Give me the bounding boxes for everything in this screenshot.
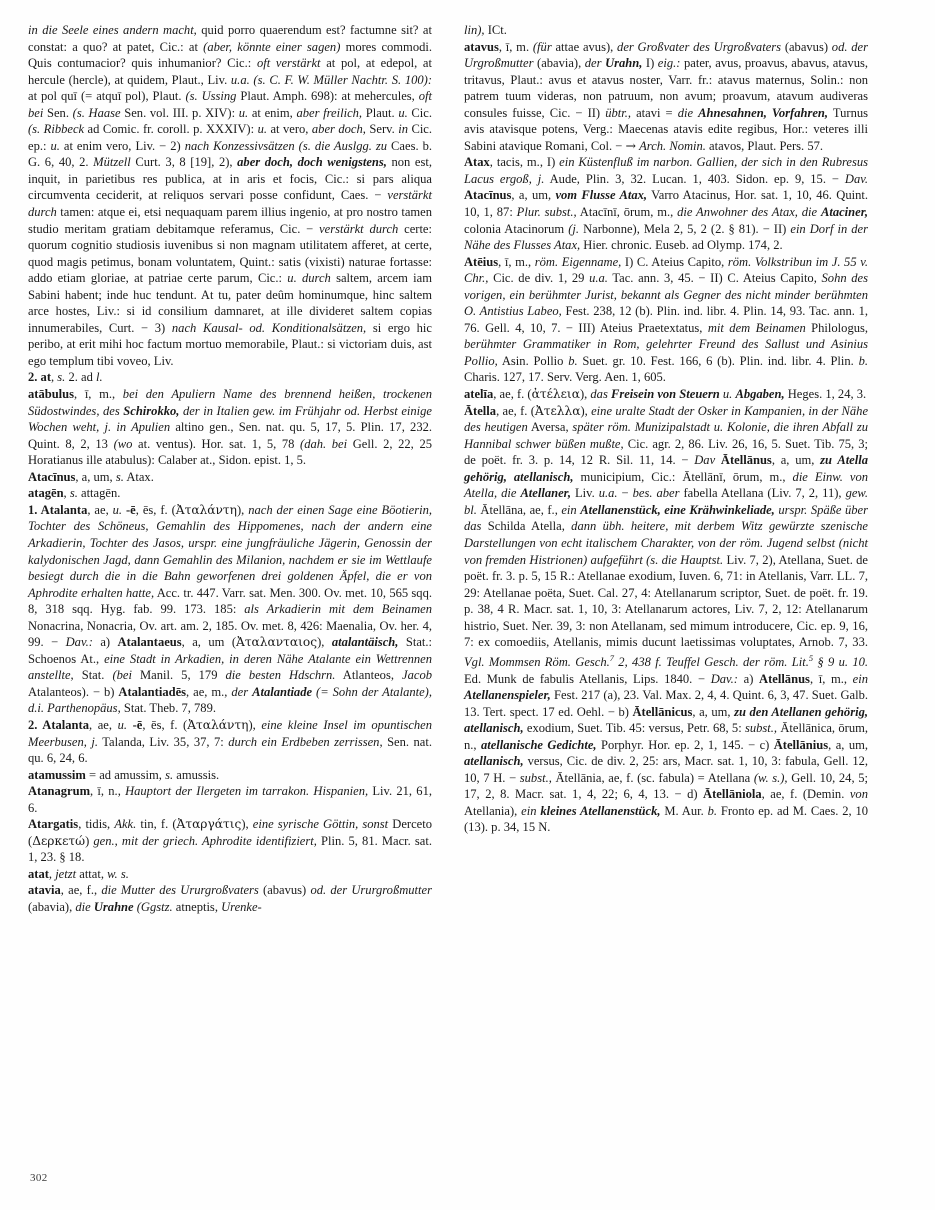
two-column-body: [28, 22, 907, 1152]
right-column: [464, 22, 868, 1152]
entry-atanagrum: Atanagrum, ī, n., Hauptort der Ilergeten im tarrakon. Hispanien, Liv. 21, 61, 6.: [28, 784, 432, 815]
entry-atavia: atavia, ae, f., die Mutter des Ururgroßvaters (abavus) od. der Ururgroßmutter (abavia), die Urahne (Ggstz. atneptis, Urenke-: [28, 883, 432, 914]
page-number: 302: [30, 1172, 48, 1184]
entry-atabulus: atābulus, ī, m., bei den Apuliern Name des brennend heißen, trockenen Südostwindes, des Schirokko, der in Italien gew. im Frühjahr od. Herbst einige Wochen weht, j. in Apulien altino gen., Sen. nat. qu. 5, 17, 5. Plin. 17, 232. Quint. 8, 2, 13 (wo at. ventus). Hor. sat. 1, 5, 78 (dah. bei Gell. 2, 22, 25 Horatianus ille atabulus): Calaber at., Sidon. epist. 1, 5.: [28, 387, 433, 468]
entry-atagen: atagēn, s. attagēn.: [28, 486, 121, 501]
entry-atelia: atelīa, ae, f. (ἀτέλεια), das Freisein von Steuern u. Abgaben, Heges. 1, 24, 3.: [464, 387, 867, 402]
entry-atacinus: Atacīnus, a, um, s. Atax.: [28, 469, 154, 484]
entry-atavia-continued: lin), ICt.: [464, 23, 507, 37]
entry-atella: Ātella, ae, f. (Ἀτελλα), eine uralte Stadt der Osker in Kampanien, in der Nähe des heutigen Aversa, später röm. Munizipalstadt u. Kolonie, die ihren Abfall zu Hannibal schwer büßen mußte, Cic. agr. 2, 86. Liv. 26, 16, 5. Suet. Tib. 75, 3; de poët. fr. 3. p. 14, 12 R. Sil. 11, 14. − Dav Ātellānus, a, um, zu Atella gehörig, atellanisch, municipium, Cic.: Ātellānī, ōrum, m., die Einw. von Atella, die Atellaner, Liv. u.a. − bes. aber fabella Atellana (Liv. 7, 2, 11), gew. bl. Ātellāna, ae, f., ein Atellanenstück, eine Krähwinkeliade, urspr. Späße über das Schilda Atella, dann übh. heitere, mit derbem Witz gewürzte szenische Darstellungen von echt italischem Charakter, von der röm. Jugend selbst (nicht von fremden Histrionen) aufgeführt (s. die Hauptst. Liv. 7, 2), Atellana, Suet. de poët. fr. 3. p. 5, 15 R.: Atellanae exodium, Iuven. 6, 71: in Atellanis, Varr. LL. 7, 29: Atellanae poëta, Suet. Cal. 27, 4: Atellanarum scriptor, Suet. de poët. fr. 19. p. 38, 4 R. Macr. sat. 1, 10, 3: Atellanarum actores, Liv. 7, 2, 12: Atellanarum histrio, Suet. Ner. 39, 3: non Atellanam, sed mimum introducere, Cic. ep. 9, 16, 7: ex comoediis, Atellanis, mimis ducunt laetissimas voluptates, Arnob. 7, 33. Vgl. Mommsen Röm. Gesch.$^7$ 2, 438 f. Teuffel Gesch. der röm. Lit.$^5$ § 9 u. 10. Ed. Munk de fabulis Atellanis, Lips. 1840. − Dav.: a) Atellānus, ī, m., ein Atellanenspieler, Fest. 217 (a), 23. Val. Max. 2, 4, 4. Quint. 6, 3, 47. Suet. Galb. 13. Tert. spect. 17 ed. Oehl. − b) Ātellānicus, a, um, zu den Atellanen gehörig, atellanisch, exodium, Suet. Tib. 45: versus, Petr. 68, 5: subst., Ātellānica, ōrum, n., atellanische Gedichte, Porphyr. Hor. ep. 2, 1, 145. − c) Ātellānius, a, um, atellanisch, versus, Cic. de div. 2, 25: ars, Macr. sat. 1, 10, 3: fabula, Gell. 12, 10, 7 H. − subst., Ātellānia, ae, f. (sc. fabula) = Atellana (w. s.), Gell. 10, 24, 5; 17, 2, 8. Macr. sat. 1, 4, 22; 6, 4, 13. − d) Ātellāniola, ae, f. (Demin. von Atellania), ein kleines Atellanenstück, M. Aur. b. Fronto ep. ad M. Caes. 2, 10 (13). p. 34, 15 N.: [464, 403, 869, 835]
entry-atax: Atax, tacis, m., I) ein Küstenfluß im narbon. Gallien, der sich in den Rubresus Lacus ergoß, j. Aude, Plin. 3, 32. Lucan. 1, 403. Sidon. ep. 9, 15. − Dav. Atacīnus, a, um, vom Flusse Atax, Varro Atacinus, Hor. sat. 1, 10, 46. Quint. 10, 1, 87: Plur. subst., Atacīnī, ōrum, m., die Anwohner des Atax, die Ataciner, colonia Atacinorum (j. Narbonne), Mela 2, 5, 2 (2. § 81). − II) ein Dorf in der Nähe des Flusses Atax, Hier. chronic. Euseb. ad Olymp. 174, 2.: [464, 155, 869, 253]
entry-ateius: Atēius, ī, m., röm. Eigenname, I) C. Ateius Capito, röm. Volkstribun im J. 55 v. Chr., Cic. de div. 1, 29 u.a. Tac. ann. 3, 45. − II) C. Ateius Capito, Sohn des vorigen, ein berühmter Jurist, bekannt als Gegner des nicht minder berühmten O. Antistius Labeo, Fest. 238, 12 (b). Plin. ind. libr. 4. Plin. 14, 93. Tac. ann. 1, 76. Gell. 4, 10, 7. − III) Ateius Praetextatus, mit dem Beinamen Philologus, berühmter Grammatiker in Rom, gelehrter Freund des Sallust und Asinius Pollio, Asin. Pollio b. Suet. gr. 10. Fest. 166, 6 (b). Plin. ind. libr. 4. Plin. b. Charis. 127, 17. Serv. Verg. Aen. 1, 605.: [464, 254, 869, 385]
entry-at-2: 2. at, s. 2. ad l.: [28, 370, 103, 385]
entry-atalanta-1: 1. Atalanta, ae, u. -ē, ēs, f. (Ἀταλάντη), nach der einen Sage eine Böotierin, Tochter des Schöneus, Gemahlin des Hippomenes, nach der andern eine Arkadierin, Tochter des Jasos, urspr. eine jungfräuliche Jägerin, Genossin der kalydonischen Jagd, dann Gemahlin des Milanion, nachdem er sie im Wettlaufe besiegt durch die in die Bahn geworfenen drei goldenen Äpfel, die er von Aphrodite erhalten hatte, Acc. tr. 447. Varr. sat. Men. 300. Ov. met. 10, 565 sqq. 8, 318 sqq. Hyg. fab. 99. 173. 185: als Arkadierin mit dem Beinamen Nonacrina, Nonacria, Ov. art. am. 2, 185. Ov. met. 8, 426: Maenalia, Ov. her. 4, 99. − Dav.: a) Atalantaeus, a, um (Ἀταλανταιος), atalantäisch, Stat.: Schoenos At., eine Stadt in Arkadien, in deren Nähe Atalante ein Wettrennen anstellte, Stat. (bei Manil. 5, 179 die besten Hdschrn. Atlanteos, Jacob Atalanteos). − b) Atalantiadēs, ae, m., der Atalantiade (= Sohn der Atalante), d.i. Parthenopäus, Stat. Theb. 7, 789.: [28, 502, 433, 716]
entry-at-continued: in die Seele eines andern macht, quid porro quaerendum est? factumne sit? at constat: a quo? at patet, Cic.: at (aber, könnte einer sagen) mores commodi. Quis contumacior? quis inhumanior? Cic.: oft verstärkt at pol, at edepol, at hercule (hercle), at quidem, Plaut., Liv. u.a. (s. C. F. W. Müller Nachtr. S. 100): at pol quī (= atquī pol), Plaut. (s. Ussing Plaut. Amph. 698): at mehercules, oft bei Sen. (s. Haase Sen. vol. III. p. XIV): u. at enim, aber freilich, Plaut. u. Cic. (s. Ribbeck ad Comic. fr. coroll. p. XXXIV): u. at vero, aber doch, Serv. in Cic. ep.: u. at enim vero, Liv. − 2) nach Konzessivsätzen (s. die Auslgg. zu Caes. b. G. 6, 40, 2. Mützell Curt. 3, 8 [19], 2), aber doch, doch wenigstens, non est, inquit, in parietibus res publica, at in aris et focis, Cic.: si pars aliqua circumventa ceciderit, at reliquos servari posse confidunt, Caes. − verstärkt durch tamen: atque ei, etsi nequaquam parem illius ingenio, at pro nostro tamen studio meritam gratiam debitamque referamus, Cic. − verstärkt durch certe: quorum cognitio studiosis iuvenibus si non magnam utilitatem afferet, at certe, quod magis petimus, bonam voluntatem, Quint.: satis (vixisti) naturae fortasse: addo etiam gloriae, at patriae certe parum, Cic.: u. durch saltem, arcem iam Sabini habent; inde huc tendunt. At tu, pater deûm hominumque, hinc saltem arce hostes, Liv.: si id consilium damnaret, at ille divideret saltem copias innumerabiles, Curt. − 3) nach Kausal- od. Konditionalsätzen, si ergo hic peribo, at erit mihi hoc factum mortuo memorabile, Plaut.: si victoriam duis, ast ego templum tibi voveo, Liv.: [28, 23, 433, 368]
entry-atat: atat, jetzt attat, w. s.: [28, 866, 129, 881]
entry-atavus: atavus, ī, m. (für attae avus), der Großvater des Urgroßvaters (abavus) od. der Urgroßmutter (abavia), der Urahn, I) eig.: pater, avus, proavus, abavus, atavus, tritavus, Plaut.: avus et atavus noster, Varr. fr.: atavus maternus, Solin.: non patrem tuum videras, non patruum, non avum; proavum, atavum audiveras consules fuisse, Cic. − II) übtr., atavi = die Ahnesahnen, Vorfahren, Turnus avis atavisque potens, Verg.: Maecenas atavis edite regibus, Hor.: veteres illi Sabini atavique Romani, Col. − → Arch. Nomin. atavos, Plaut. Pers. 57.: [464, 39, 869, 153]
entry-atamussim: atamussim = ad amussim, s. amussis.: [28, 767, 220, 782]
entry-atargatis: Atargatis, tidis, Akk. tin, f. (Ἀταργάτις), eine syrische Göttin, sonst Derceto (Δερκετώ) gen., mit der griech. Aphrodite identifiziert, Plin. 5, 81. Macr. sat. 1, 23. § 18.: [28, 817, 432, 865]
left-column: [28, 22, 432, 1152]
entry-atalanta-2: 2. Atalanta, ae, u. -ē, ēs, f. (Ἀταλάντη), eine kleine Insel im opuntischen Meerbusen, j. Talanda, Liv. 35, 37, 7: durch ein Erdbeben zerrissen, Sen. nat. qu. 6, 24, 6.: [28, 717, 433, 766]
